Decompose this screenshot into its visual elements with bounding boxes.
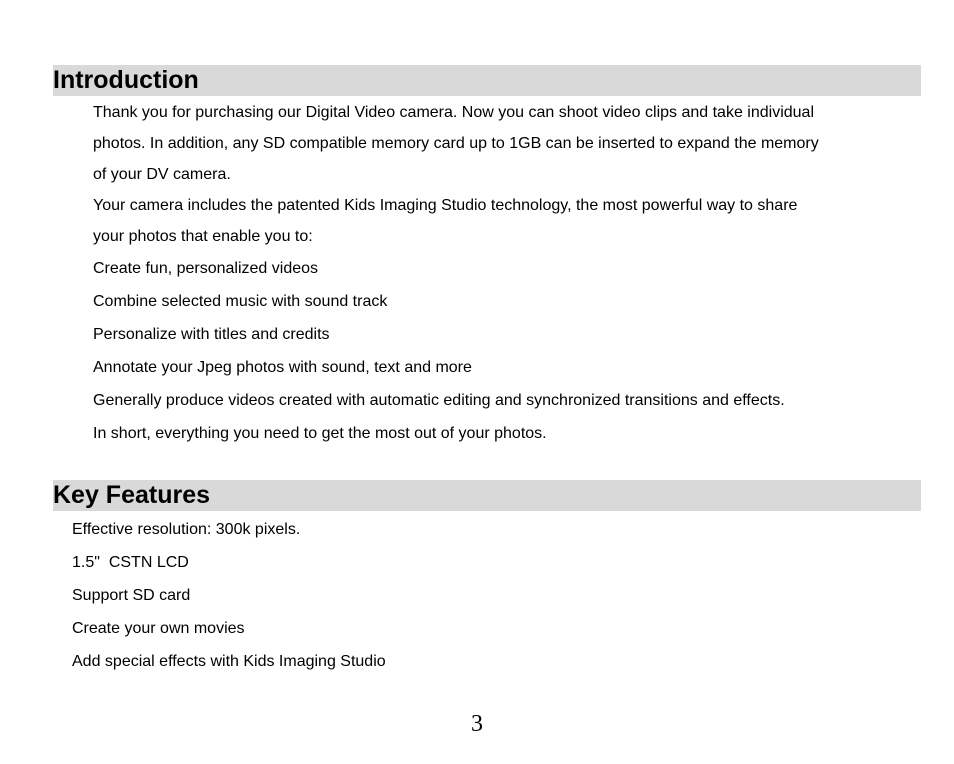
feature-item-3: Support SD card xyxy=(72,587,191,604)
intro-list-item-5: Generally produce videos created with automatic editing and synchronized transitions and effects. xyxy=(93,392,785,409)
feature-item-2: 1.5" CSTN LCD xyxy=(72,554,189,571)
intro-paragraph-line-2: photos. In addition, any SD compatible memory card up to 1GB can be inserted to expand the memory xyxy=(93,135,819,152)
intro-list-item-2: Combine selected music with sound track xyxy=(93,293,388,310)
page-number: 3 xyxy=(471,711,483,737)
intro-closing-line: In short, everything you need to get the most out of your photos. xyxy=(93,425,547,442)
intro-paragraph-line-4: Your camera includes the patented Kids Imaging Studio technology, the most powerful way to share xyxy=(93,197,798,214)
feature-item-5: Add special effects with Kids Imaging Studio xyxy=(72,653,386,670)
intro-list-item-3: Personalize with titles and credits xyxy=(93,326,330,343)
introduction-header xyxy=(53,65,921,96)
feature-item-4: Create your own movies xyxy=(72,620,245,637)
intro-list-item-4: Annotate your Jpeg photos with sound, text and more xyxy=(93,359,472,376)
introduction-title: Introduction xyxy=(53,66,199,94)
intro-paragraph-line-3: of your DV camera. xyxy=(93,166,231,183)
key-features-header xyxy=(53,480,921,511)
intro-list-item-1: Create fun, personalized videos xyxy=(93,260,319,277)
intro-paragraph-line-5: your photos that enable you to: xyxy=(93,228,313,245)
intro-paragraph-line-1: Thank you for purchasing our Digital Video camera. Now you can shoot video clips and take individual xyxy=(93,104,814,121)
feature-item-1: Effective resolution: 300k pixels. xyxy=(72,521,301,538)
key-features-title: Key Features xyxy=(53,481,211,509)
